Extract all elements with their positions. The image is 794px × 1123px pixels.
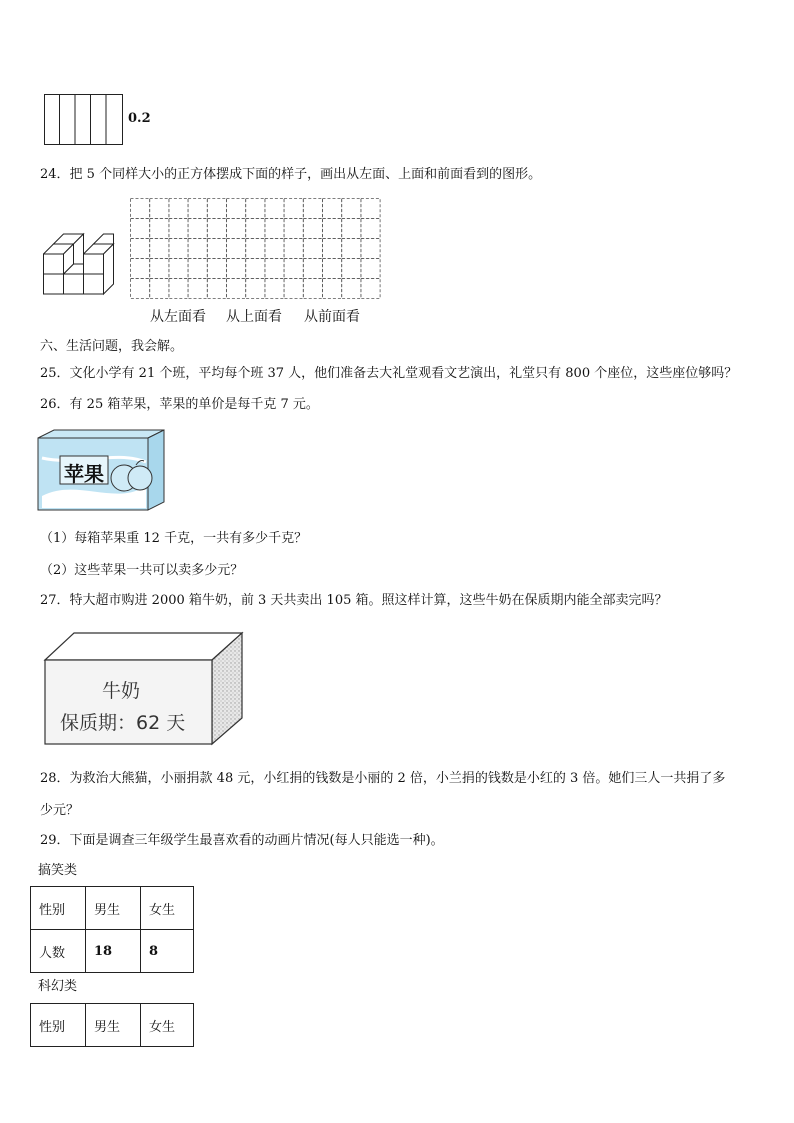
table-cell: 女生 <box>141 887 194 930</box>
grid-cell <box>361 239 380 259</box>
grid-cell <box>284 279 303 299</box>
grid-cell <box>150 239 169 259</box>
grid-cell <box>207 239 226 259</box>
grid-cell <box>169 219 188 239</box>
caption-top-view: 从上面看 <box>226 309 282 325</box>
grid-cell <box>131 199 150 219</box>
question-25: 25．文化小学有 21 个班，平均每个班 37 人，他们准备去大礼堂观看文艺演出，礼堂只有 800 个座位，这些座位够吗？ <box>40 366 738 381</box>
grid-cell <box>323 219 342 239</box>
grid-cell <box>265 259 284 279</box>
grid-cell <box>246 259 265 279</box>
table-1-title: 搞笑类 <box>38 863 78 878</box>
grid-cell <box>207 219 226 239</box>
question-24: 24．把 5 个同样大小的正方体摆成下面的样子，画出从左面、上面和前面看到的图形。 <box>40 167 542 182</box>
grid-cell <box>150 219 169 239</box>
table-cell: 男生 <box>86 887 141 930</box>
grid-cell <box>131 219 150 239</box>
table-row <box>31 930 194 973</box>
grid-cell <box>361 259 380 279</box>
grid-cell <box>207 259 226 279</box>
grid-cell <box>342 259 361 279</box>
grid-cell <box>150 259 169 279</box>
question-26-part-1: （1）每箱苹果重 12 千克，一共有多少千克？ <box>40 531 308 546</box>
grid-cell <box>169 199 188 219</box>
grid-cell <box>169 259 188 279</box>
grid-cell <box>188 239 207 259</box>
grid-cell <box>361 199 380 219</box>
grid-cell <box>361 279 380 299</box>
table-cell: 性别 <box>31 887 86 930</box>
table-row <box>31 887 194 930</box>
grid-cell <box>131 279 150 299</box>
table-2-title: 科幻类 <box>38 979 78 994</box>
grid-cell <box>284 219 303 239</box>
grid-cell <box>188 259 207 279</box>
grid-cell <box>227 239 246 259</box>
section-6-title: 六、生活问题，我会解。 <box>40 339 184 354</box>
grid-cell <box>265 199 284 219</box>
grid-cell <box>303 219 322 239</box>
grid-cell <box>303 239 322 259</box>
grid-cell <box>265 219 284 239</box>
grid-cell <box>246 219 265 239</box>
grid-cell <box>227 259 246 279</box>
top-figure-value: 0.2 <box>128 111 151 126</box>
question-27: 27．特大超市购进 2000 箱牛奶，前 3 天共卖出 105 箱。照这样计算，这些牛奶在保质期内能全部卖完吗？ <box>40 593 668 608</box>
grid-cell <box>303 259 322 279</box>
grid-cell <box>169 279 188 299</box>
grid-cell <box>227 199 246 219</box>
table-cell: 18 <box>86 930 141 973</box>
grid-cell <box>131 239 150 259</box>
table-cell: 女生 <box>141 1004 194 1047</box>
grid-cell <box>323 259 342 279</box>
grid-cell <box>323 239 342 259</box>
grid-cell <box>246 199 265 219</box>
strip-rectangles <box>44 94 128 146</box>
grid-cell <box>303 279 322 299</box>
caption-left-view: 从左面看 <box>150 309 206 325</box>
milk-box-shelf-life: 保质期：62 天 <box>60 712 186 734</box>
top-figure <box>44 94 128 150</box>
table-cell: 8 <box>141 930 194 973</box>
question-26-part-2: （2）这些苹果一共可以卖多少元？ <box>40 563 244 578</box>
grid-cell <box>303 199 322 219</box>
grid-cell <box>323 279 342 299</box>
grid-cell <box>342 239 361 259</box>
grid-cell <box>284 259 303 279</box>
grid-cell <box>207 199 226 219</box>
caption-front-view: 从前面看 <box>304 309 360 325</box>
grid-cell <box>284 239 303 259</box>
apple-box-label: 苹果 <box>64 462 104 486</box>
table-cell: 性别 <box>31 1004 86 1047</box>
cube-figure <box>43 218 115 302</box>
grid-cell <box>361 219 380 239</box>
table-cell: 人数 <box>31 930 86 973</box>
grid-cell <box>131 259 150 279</box>
question-28-line-1: 28．为救治大熊猫，小丽捐款 48 元，小红捐的钱数是小丽的 2 倍，小兰捐的钱数是小红的 3 倍。她们三人一共捐了多 <box>40 771 726 786</box>
grid-cell <box>227 279 246 299</box>
grid-cell <box>265 279 284 299</box>
grid-cell <box>342 279 361 299</box>
milk-box-name: 牛奶 <box>102 680 141 702</box>
grid-cell <box>342 199 361 219</box>
question-29: 29．下面是调查三年级学生最喜欢看的动画片情况(每人只能选一种)。 <box>40 833 444 848</box>
table-row <box>31 1004 194 1047</box>
grid-cell <box>188 199 207 219</box>
question-26: 26．有 25 箱苹果，苹果的单价是每千克 7 元。 <box>40 397 319 412</box>
grid-cell <box>246 239 265 259</box>
question-28-line-2: 少元？ <box>40 803 80 818</box>
grid-cell <box>169 239 188 259</box>
table-comedy <box>30 886 194 973</box>
table-cell: 男生 <box>86 1004 141 1047</box>
grid-cell <box>188 219 207 239</box>
grid-cell <box>246 279 265 299</box>
dotted-grid <box>130 198 382 304</box>
grid-cell <box>323 199 342 219</box>
table-scifi <box>30 1003 194 1047</box>
grid-cell <box>342 219 361 239</box>
grid-cell <box>284 199 303 219</box>
grid-cell <box>207 279 226 299</box>
grid-cell <box>150 279 169 299</box>
grid-cell <box>188 279 207 299</box>
grid-cell <box>150 199 169 219</box>
grid-cell <box>227 219 246 239</box>
grid-cell <box>265 239 284 259</box>
